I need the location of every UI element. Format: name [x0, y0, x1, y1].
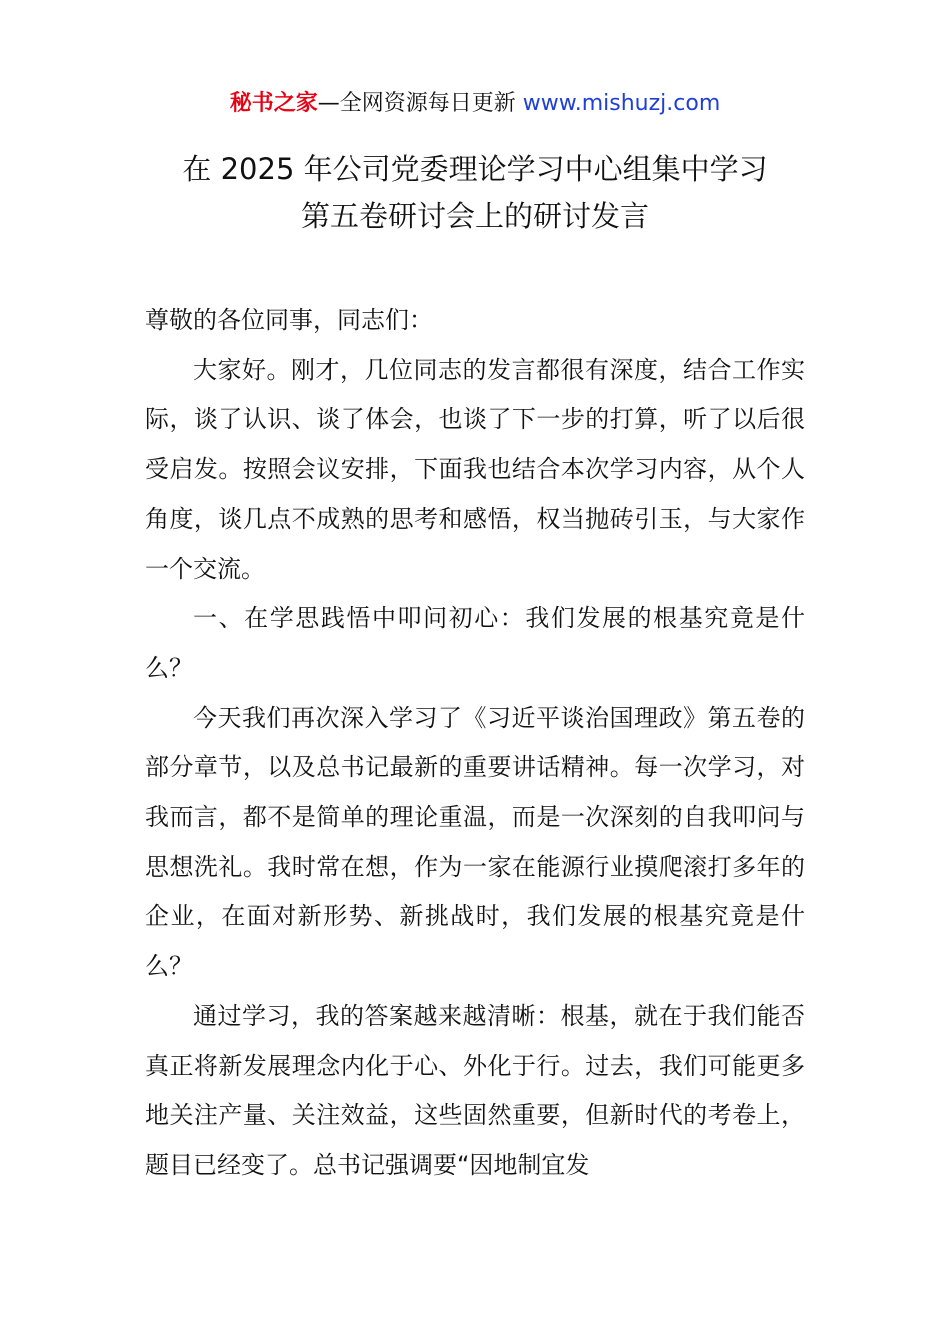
salutation: 尊敬的各位同事，同志们：	[145, 306, 433, 334]
document-title	[100, 146, 850, 240]
site-slogan: —全网资源每日更新	[317, 91, 523, 116]
document-body	[145, 296, 805, 1191]
paragraph-study: 今天我们再次深入学习了《习近平谈治国理政》第五卷的部分章节，以及总书记最新的重要讲话精神。每一次学习，对我而言，都不是简单的理论重温，而是一次深刻的自我叩问与思想洗礼。我时常在想，作为一家在能源行业摸爬滚打多年的企业，在面对新形势、新挑战时，我们发展的根基究竟是什么？	[145, 703, 805, 981]
paragraph-answer: 通过学习，我的答案越来越清晰：根基，就在于我们能否真正将新发展理念内化于心、外化于行。过去，我们可能更多地关注产量、关注效益，这些固然重要，但新时代的考卷上，题目已经变了。总书记强调要“因地制宜发	[145, 1001, 805, 1179]
site-brand: 秘书之家	[229, 91, 318, 116]
paragraph-opening: 大家好。刚才，几位同志的发言都很有深度，结合工作实际，谈了认识、谈了体会，也谈了下一步的打算，听了以后很受启发。按照会议安排，下面我也结合本次学习内容，从个人角度，谈几点不成熟的思考和感悟，权当抛砖引玉，与大家作一个交流。	[145, 355, 805, 583]
title-line-2: 第五卷研讨会上的研讨发言	[300, 199, 649, 233]
title-line-1: 在 2025 年公司党委理论学习中心组集中学习	[182, 152, 768, 186]
section-heading-1: 一、在学思践悟中叩问初心：我们发展的根基究竟是什么？	[145, 604, 805, 682]
site-header	[0, 86, 950, 122]
site-url-link[interactable]: www.mishuzj.com	[522, 91, 721, 116]
